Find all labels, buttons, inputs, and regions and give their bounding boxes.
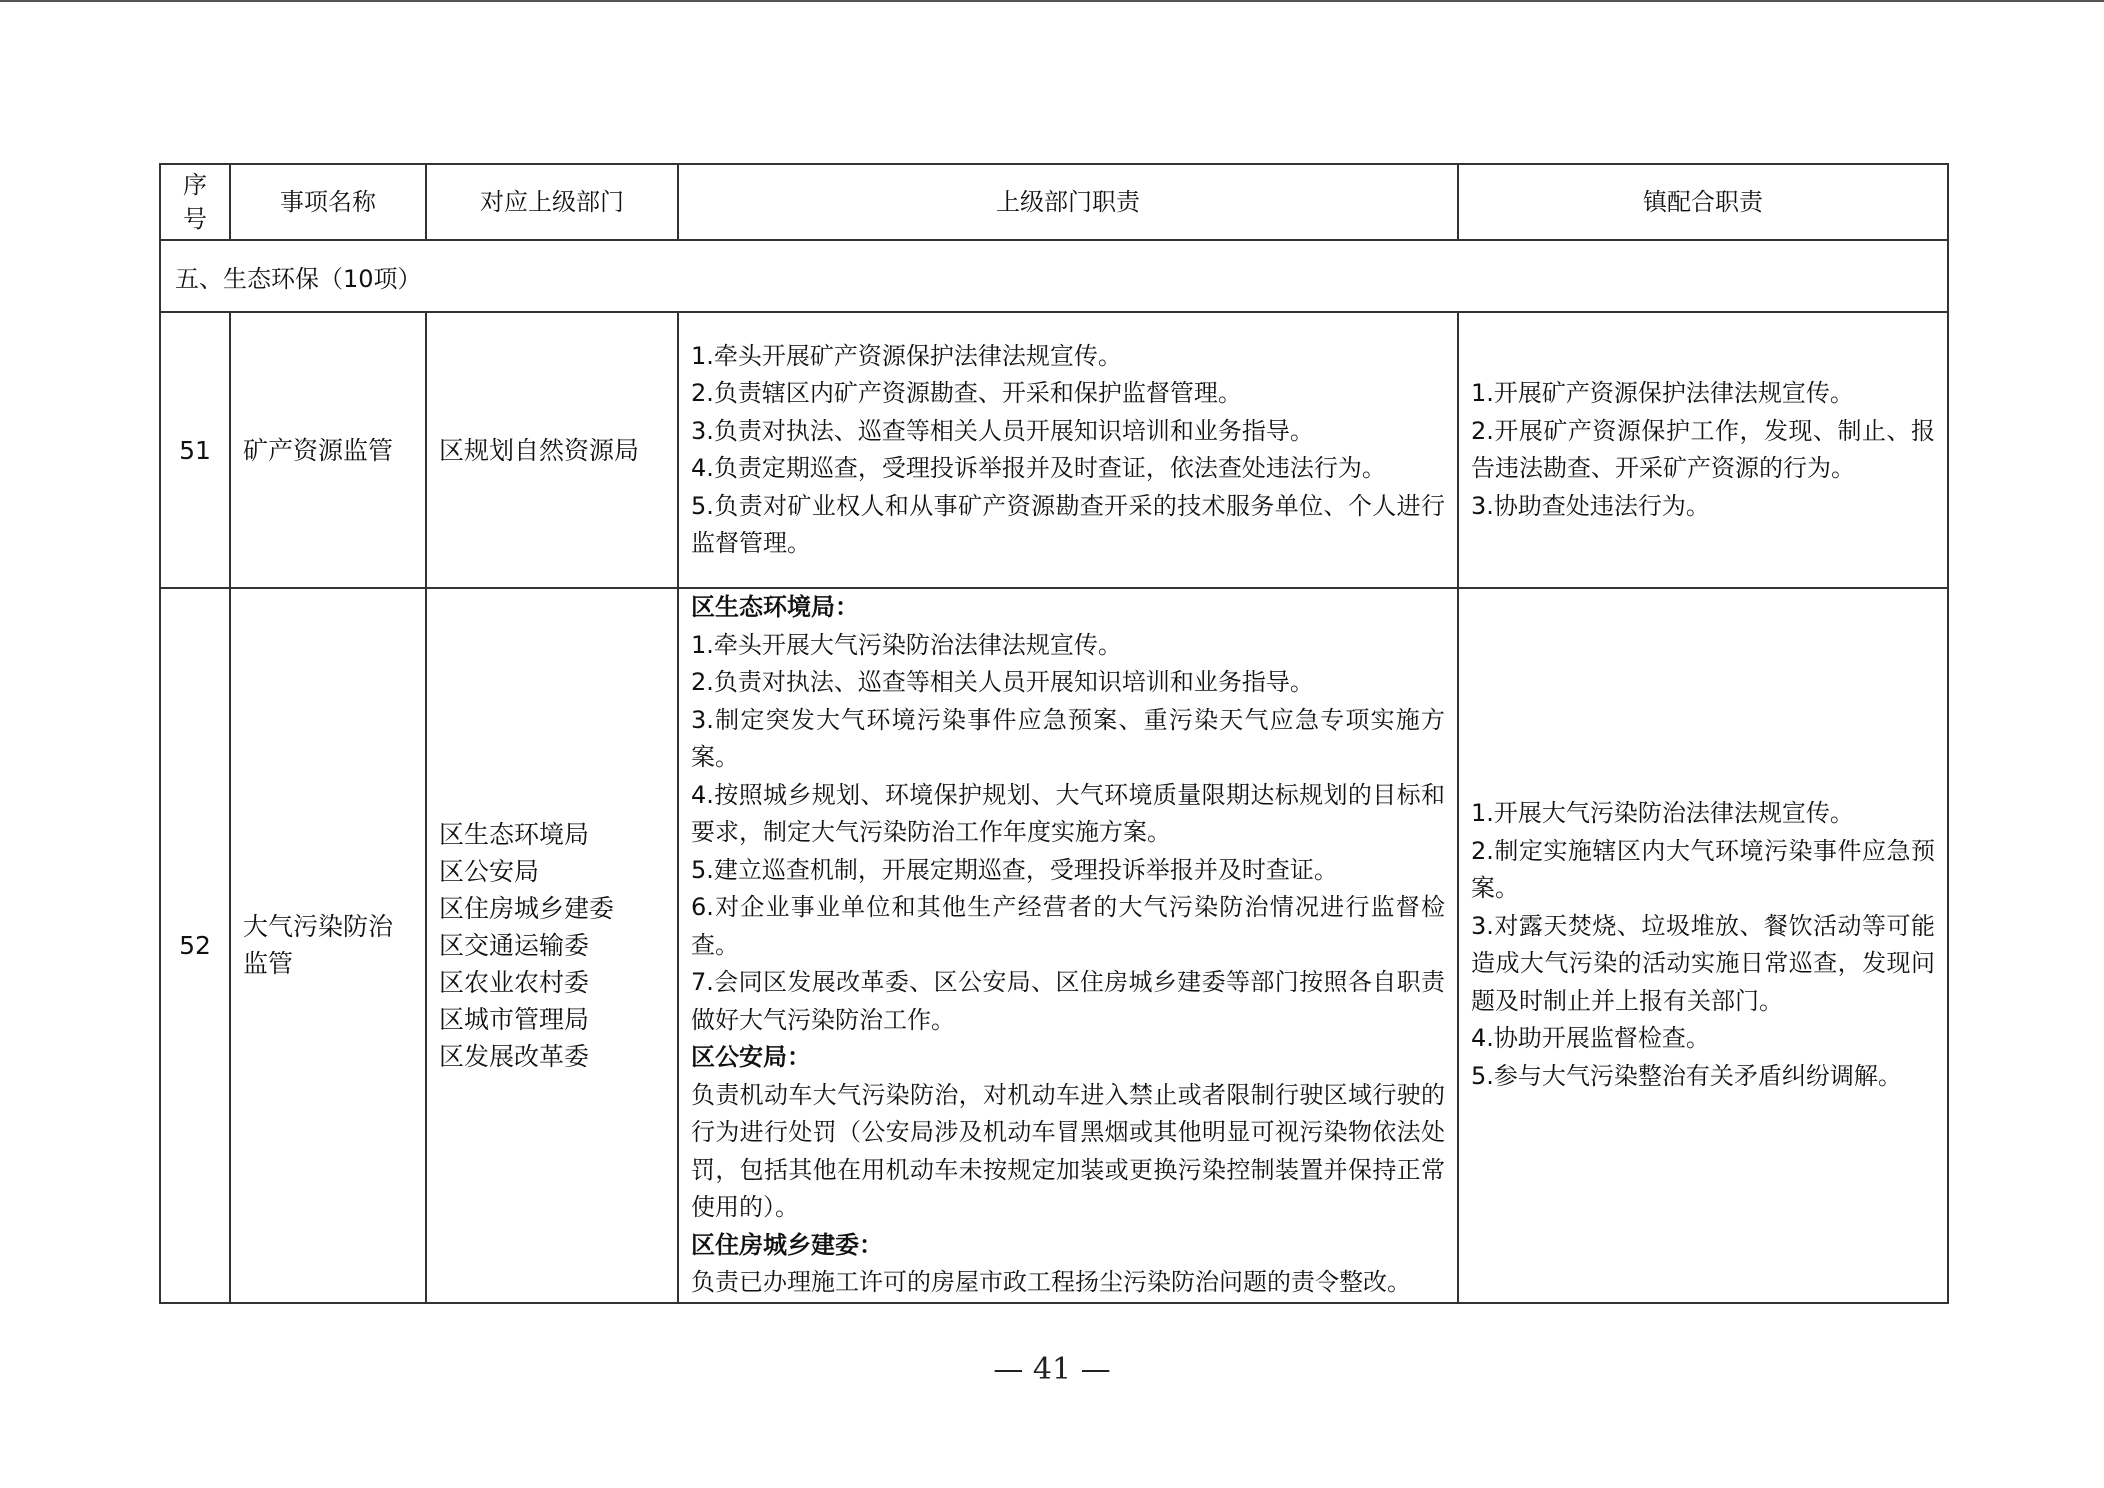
duty-item: 7.会同区发展改革委、区公安局、区住房城乡建委等部门按照各自职责做好大气污染防治工作。 (691, 968, 1445, 1034)
duty-item: 3.负责对执法、巡查等相关人员开展知识培训和业务指导。 (691, 416, 1314, 445)
dept-item: 区发展改革委 (439, 1041, 590, 1071)
table-row (160, 588, 1948, 1303)
dept-item: 区公安局 (439, 856, 540, 886)
duty-item: 1.牵头开展大气污染防治法律法规宣传。 (691, 630, 1122, 659)
dept-item: 区住房城乡建委 (439, 893, 615, 923)
section-title: 五、生态环保（10项） (160, 240, 1948, 312)
header-duties: 上级部门职责 (678, 164, 1458, 240)
section-row (160, 240, 1948, 312)
header-num: 序号 (160, 164, 230, 240)
duties-table (159, 163, 1949, 1304)
page-number: — 41 — (993, 1352, 1111, 1387)
header-name: 事项名称 (230, 164, 426, 240)
duty-item: 2.负责辖区内矿产资源勘查、开采和保护监督管理。 (691, 379, 1242, 407)
town-duties-list (1458, 312, 1948, 588)
town-duty-item: 3.对露天焚烧、垃圾堆放、餐饮活动等可能造成大气污染的活动实施日常巡查，发现问题及时制止并上报有关部门。 (1471, 911, 1935, 1015)
item-name: 矿产资源监管 (230, 312, 426, 588)
header-dept: 对应上级部门 (426, 164, 678, 240)
header-town: 镇配合职责 (1458, 164, 1948, 240)
duty-item: 5.建立巡查机制，开展定期巡查，受理投诉举报并及时查证。 (691, 855, 1338, 884)
dept-item: 区农业农村委 (439, 967, 590, 997)
town-duty-item: 1.开展矿产资源保护法律法规宣传。 (1471, 379, 1854, 407)
duty-item: 3.制定突发大气环境污染事件应急预案、重污染天气应急专项实施方案。 (691, 705, 1445, 771)
duty-item: 4.负责定期巡查，受理投诉举报并及时查证，依法查处违法行为。 (691, 454, 1386, 482)
duty-group-heading: 区住房城乡建委： (691, 1230, 883, 1259)
dept-list (426, 588, 678, 1303)
duty-item: 2.负责对执法、巡查等相关人员开展知识培训和业务指导。 (691, 668, 1314, 696)
top-border-rule (0, 0, 2104, 2)
duty-item: 5.负责对矿业权人和从事矿产资源勘查开采的技术服务单位、个人进行监督管理。 (691, 491, 1445, 557)
town-duty-item: 5.参与大气污染整治有关矛盾纠纷调解。 (1471, 1061, 1902, 1090)
town-duties-list (1458, 588, 1948, 1303)
duty-item: 6.对企业事业单位和其他生产经营者的大气污染防治情况进行监督检查。 (691, 893, 1445, 959)
dept-item: 区城市管理局 (439, 1004, 590, 1034)
town-duty-item: 3.协助查处违法行为。 (1471, 491, 1710, 520)
table-row (160, 312, 1948, 588)
dept-item: 区规划自然资源局 (439, 435, 640, 465)
duty-item: 负责机动车大气污染防治，对机动车进入禁止或者限制行驶区域行驶的行为进行处罚（公安局涉及机动车冒黑烟或其他明显可视污染物依法处罚，包括其他在用机动车未按规定加装或更换污染控制装置并保持正常使用的）。 (691, 1080, 1445, 1221)
duty-group-heading: 区生态环境局： (691, 593, 859, 621)
row-number: 51 (160, 312, 230, 588)
item-name: 大气污染防治监管 (230, 588, 426, 1303)
duty-group-heading: 区公安局： (691, 1043, 811, 1071)
town-duty-item: 2.开展矿产资源保护工作，发现、制止、报告违法勘查、开采矿产资源的行为。 (1471, 416, 1935, 482)
duties-list (678, 588, 1458, 1303)
town-duty-item: 2.制定实施辖区内大气环境污染事件应急预案。 (1471, 836, 1935, 903)
dept-item: 区交通运输委 (439, 930, 590, 960)
town-duty-item: 1.开展大气污染防治法律法规宣传。 (1471, 799, 1854, 828)
duty-item: 1.牵头开展矿产资源保护法律法规宣传。 (691, 341, 1122, 370)
table-header-row (160, 164, 1948, 240)
duties-list (678, 312, 1458, 588)
town-duty-item: 4.协助开展监督检查。 (1471, 1024, 1710, 1053)
duty-item: 4.按照城乡规划、环境保护规划、大气环境质量限期达标规划的目标和要求，制定大气污染防治工作年度实施方案。 (691, 780, 1445, 846)
dept-list (426, 312, 678, 588)
dept-item: 区生态环境局 (439, 819, 590, 849)
duty-item: 负责已办理施工许可的房屋市政工程扬尘污染防治问题的责令整改。 (691, 1268, 1411, 1296)
row-number: 52 (160, 588, 230, 1303)
